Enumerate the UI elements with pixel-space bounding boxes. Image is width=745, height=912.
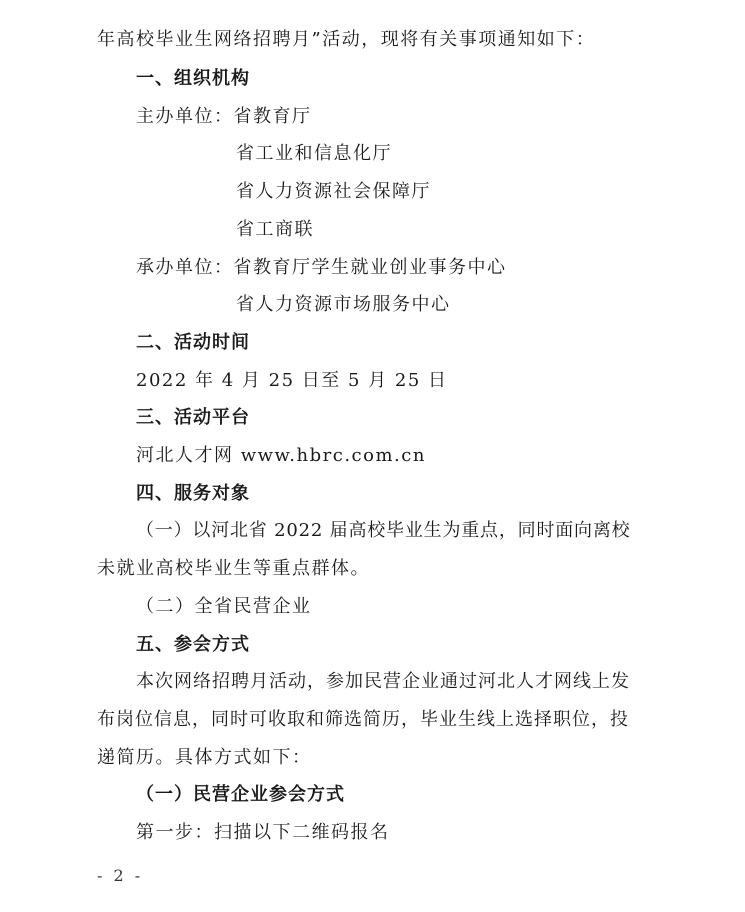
host-unit-item: 省工业和信息化厅 bbox=[236, 143, 392, 164]
participation-paragraph: 本次网络招聘月活动，参加民营企业通过河北人才网线上发 bbox=[136, 671, 630, 692]
participation-paragraph-cont: 递简历。具体方式如下： bbox=[97, 747, 312, 768]
page-number: - 2 - bbox=[97, 866, 144, 885]
host-unit-item: 省工商联 bbox=[236, 219, 314, 240]
section-heading-participation: 五、参会方式 bbox=[136, 634, 250, 655]
audience-item-1: （一）以河北省 2022 届高校毕业生为重点，同时面向离校 bbox=[136, 520, 631, 541]
section-heading-audience: 四、服务对象 bbox=[136, 483, 250, 504]
audience-item-2: （二）全省民营企业 bbox=[136, 596, 312, 617]
platform-website: 河北人才网 www.hbrc.com.cn bbox=[136, 445, 426, 466]
audience-item-1-cont: 未就业高校毕业生等重点群体。 bbox=[97, 558, 370, 579]
subheading-enterprise-method: （一）民营企业参会方式 bbox=[136, 784, 345, 805]
intro-line: 年高校毕业生网络招聘月”活动，现将有关事项通知如下： bbox=[97, 29, 596, 50]
step-one: 第一步：扫描以下二维码报名 bbox=[136, 822, 390, 843]
section-heading-platform: 三、活动平台 bbox=[136, 407, 250, 428]
organizer-unit-line: 承办单位：省教育厅学生就业创业事务中心 bbox=[136, 257, 507, 278]
host-unit-item: 省人力资源社会保障厅 bbox=[236, 181, 431, 202]
participation-paragraph-cont: 布岗位信息，同时可收取和筛选简历，毕业生线上选择职位，投 bbox=[97, 709, 629, 730]
organizer-unit-item: 省人力资源市场服务中心 bbox=[236, 294, 451, 315]
host-unit-line: 主办单位：省教育厅 bbox=[136, 106, 312, 127]
section-heading-time: 二、活动时间 bbox=[136, 332, 250, 353]
section-heading-organization: 一、组织机构 bbox=[136, 68, 250, 89]
event-dates: 2022 年 4 月 25 日至 5 月 25 日 bbox=[136, 370, 448, 391]
